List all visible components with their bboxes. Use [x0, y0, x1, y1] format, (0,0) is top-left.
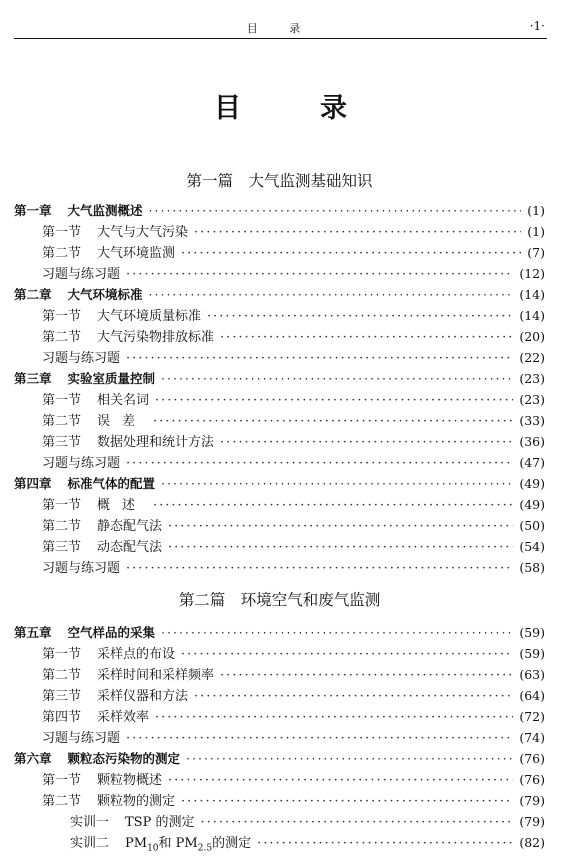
section-title: 采样仪器和方法: [97, 689, 189, 704]
page-ref: (14): [519, 287, 545, 302]
toc-section[interactable]: [14, 769, 545, 790]
toc-exercises[interactable]: [14, 347, 545, 368]
section-number: 第四节: [42, 710, 82, 725]
page-ref: (79): [519, 814, 545, 829]
toc-chapter-3[interactable]: [14, 368, 545, 389]
section-title: 采样点的布设: [97, 647, 176, 662]
running-header-title: 目 录: [246, 22, 315, 35]
dot-leader: [153, 411, 513, 432]
page-ref: (22): [519, 350, 545, 365]
toc-chapter-4[interactable]: [14, 473, 545, 494]
section-number: 第三节: [42, 540, 82, 555]
chapter-title: 大气环境标准: [67, 287, 143, 302]
section-number: 第三节: [42, 435, 82, 450]
training-title-part: 和 PM: [158, 836, 198, 851]
exercises-title: 习题与练习题: [42, 351, 121, 366]
page-ref: (1): [527, 203, 545, 218]
toc-section[interactable]: [14, 389, 545, 410]
toc-exercises[interactable]: [14, 727, 545, 748]
chapter-title: 标准气体的配置: [67, 476, 156, 491]
section-title: 概述: [97, 498, 148, 513]
section-title: 颗粒物的测定: [97, 794, 176, 809]
page-ref: (14): [519, 308, 545, 323]
training-title: [125, 833, 251, 860]
page-ref: (23): [519, 371, 545, 386]
toc-chapter-2[interactable]: [14, 284, 545, 305]
dot-leader: [149, 284, 514, 305]
chapter-number: 第六章: [14, 751, 52, 766]
page-ref: (74): [519, 730, 545, 745]
dot-leader: [168, 770, 513, 791]
section-number: 第一节: [42, 647, 82, 662]
toc-section[interactable]: [14, 410, 545, 431]
page-ref: (47): [519, 455, 545, 470]
dot-leader: [126, 348, 513, 369]
dot-leader: [168, 516, 513, 537]
section-title: 大气与大气污染: [97, 225, 189, 240]
chapter-number: 第一章: [14, 203, 52, 218]
toc-section[interactable]: [14, 664, 545, 685]
part-heading-1: 第一篇 大气监测基础知识: [186, 172, 373, 190]
chapter-number: 第三章: [14, 371, 52, 386]
dot-leader: [220, 665, 513, 686]
dot-leader: [126, 558, 513, 579]
dot-leader: [220, 432, 513, 453]
dot-leader: [155, 390, 513, 411]
toc-section[interactable]: [14, 431, 545, 452]
section-title: 大气环境监测: [97, 246, 176, 261]
toc-exercises[interactable]: [14, 452, 545, 473]
page-ref: (7): [527, 245, 545, 260]
toc-section[interactable]: [14, 536, 545, 557]
section-number: 第二节: [42, 414, 82, 429]
page-ref: (64): [519, 688, 545, 703]
page-ref: (1): [527, 224, 545, 239]
page-ref: (23): [519, 392, 545, 407]
page-ref: (63): [519, 667, 545, 682]
section-number: 第一节: [42, 309, 82, 324]
exercises-title: 习题与练习题: [42, 561, 121, 576]
exercises-title: 习题与练习题: [42, 456, 121, 471]
section-number: 第二节: [42, 668, 82, 683]
section-title: 大气环境质量标准: [97, 309, 202, 324]
section-number: 第二节: [42, 794, 82, 809]
page-ref: (54): [519, 539, 545, 554]
chapter-title: 颗粒态污染物的测定: [67, 751, 181, 766]
part-heading-2: 第二篇 环境空气和废气监测: [178, 591, 381, 609]
dot-leader: [126, 453, 513, 474]
page-ref: (58): [519, 560, 545, 575]
chapter-number: 第五章: [14, 625, 52, 640]
toc-section[interactable]: [14, 242, 545, 263]
section-title: 误差: [97, 414, 148, 429]
page-ref: (33): [519, 413, 545, 428]
dot-leader: [153, 495, 513, 516]
page-ref: (50): [519, 518, 545, 533]
page-ref: (49): [519, 476, 545, 491]
subscript: 10: [147, 843, 159, 854]
toc-section[interactable]: [14, 494, 545, 515]
section-number: 第一节: [42, 225, 82, 240]
section-title: 颗粒物概述: [97, 773, 163, 788]
dot-leader: [181, 791, 513, 812]
dot-leader: [200, 812, 513, 833]
section-title: 相关名词: [97, 393, 150, 408]
dot-leader: [194, 686, 513, 707]
dot-leader: [126, 728, 513, 749]
chapter-title: 实验室质量控制: [67, 371, 156, 386]
section-number: 第三节: [42, 689, 82, 704]
exercises-title: 习题与练习题: [42, 267, 121, 282]
dot-leader: [155, 707, 513, 728]
page-ref: (76): [519, 751, 545, 766]
toc-section[interactable]: [14, 790, 545, 811]
running-header: [14, 14, 547, 39]
dot-leader: [207, 306, 513, 327]
toc-section[interactable]: [14, 515, 545, 536]
toc-section[interactable]: [14, 685, 545, 706]
section-title: 动态配气法: [97, 540, 163, 555]
table-of-contents: [14, 168, 545, 853]
section-number: 第二节: [42, 246, 82, 261]
dot-leader: [126, 264, 513, 285]
toc-section[interactable]: [14, 706, 545, 727]
chapter-title: 空气样品的采集: [67, 625, 156, 640]
dot-leader: [168, 537, 513, 558]
page-ref: (36): [519, 434, 545, 449]
training-number: 实训二: [70, 836, 110, 851]
section-title: 采样时间和采样频率: [97, 668, 215, 683]
page-title: 目 录: [214, 93, 373, 124]
toc-section[interactable]: [14, 305, 545, 326]
dot-leader: [149, 200, 522, 221]
chapter-number: 第二章: [14, 287, 52, 302]
dot-leader: [257, 833, 513, 854]
toc-training[interactable]: [14, 811, 545, 832]
exercises-title: 习题与练习题: [42, 731, 121, 746]
toc-chapter-5[interactable]: [14, 622, 545, 643]
section-title: 静态配气法: [97, 519, 163, 534]
section-title: 大气污染物排放标准: [97, 330, 215, 345]
toc-section[interactable]: [14, 643, 545, 664]
section-number: 第一节: [42, 498, 82, 513]
chapter-title: 大气监测概述: [67, 203, 143, 218]
section-number: 第二节: [42, 519, 82, 534]
section-title: 数据处理和统计方法: [97, 435, 215, 450]
toc-section[interactable]: [14, 221, 545, 242]
training-number: 实训一: [70, 815, 110, 830]
training-title: TSP 的测定: [125, 815, 195, 830]
chapter-number: 第四章: [14, 476, 52, 491]
page-ref: (72): [519, 709, 545, 724]
dot-leader: [194, 222, 521, 243]
running-header-page-number: ·1·: [529, 19, 545, 33]
dot-leader: [181, 243, 521, 264]
training-title-part: PM: [125, 836, 148, 851]
toc-exercises[interactable]: [14, 557, 545, 578]
page-ref: (59): [519, 646, 545, 661]
toc-training[interactable]: [14, 832, 545, 853]
subscript: 2.5: [197, 843, 213, 854]
toc-exercises[interactable]: [14, 263, 545, 284]
page-ref: (20): [519, 329, 545, 344]
toc-chapter-6[interactable]: [14, 748, 545, 769]
page-ref: (79): [519, 793, 545, 808]
page-ref: (76): [519, 772, 545, 787]
dot-leader: [161, 368, 513, 389]
page-ref: (82): [519, 835, 545, 850]
dot-leader: [220, 327, 513, 348]
dot-leader: [161, 622, 513, 643]
toc-section[interactable]: [14, 326, 545, 347]
page-ref: (59): [519, 625, 545, 640]
section-number: 第一节: [42, 393, 82, 408]
section-number: 第二节: [42, 330, 82, 345]
dot-leader: [186, 748, 513, 769]
dot-leader: [181, 644, 513, 665]
section-title: 采样效率: [97, 710, 150, 725]
dot-leader: [161, 473, 513, 494]
page-ref: (12): [519, 266, 545, 281]
training-title-part: 的测定: [212, 836, 252, 851]
toc-chapter-1[interactable]: [14, 200, 545, 221]
section-number: 第一节: [42, 773, 82, 788]
page-ref: (49): [519, 497, 545, 512]
